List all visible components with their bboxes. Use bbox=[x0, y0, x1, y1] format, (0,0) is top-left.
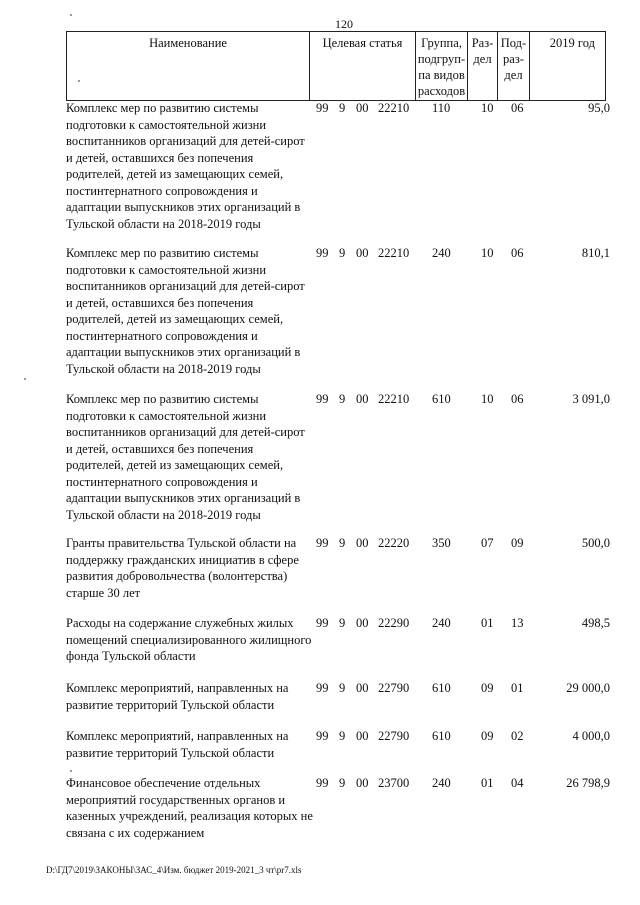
amount: 498,5 bbox=[581, 616, 610, 630]
header-subsection-cell bbox=[498, 32, 530, 100]
code-part: 22210 bbox=[378, 392, 410, 406]
header-target-article: Целевая статья bbox=[322, 36, 403, 50]
scan-speck bbox=[24, 378, 26, 380]
code-part: 00 bbox=[356, 729, 369, 743]
header-year: 2019 год bbox=[549, 36, 595, 50]
code-part: 9 bbox=[339, 246, 346, 260]
subsection-code: 06 bbox=[511, 392, 524, 406]
header-name: Наименование bbox=[149, 36, 227, 50]
page-number: 120 bbox=[335, 17, 353, 31]
row-name: Комплекс мероприятий, направленных на развитие территорий Тульской области bbox=[66, 729, 289, 760]
subsection-code: 09 bbox=[511, 536, 524, 550]
header-target-cell bbox=[310, 32, 416, 100]
subsection-code: 13 bbox=[511, 616, 524, 630]
expense-group: 350 bbox=[432, 536, 451, 550]
code-part: 9 bbox=[339, 681, 346, 695]
expense-group: 240 bbox=[432, 246, 451, 260]
header-section: Раз- дел bbox=[471, 36, 494, 66]
code-part: 99 bbox=[316, 101, 329, 115]
code-part: 99 bbox=[316, 392, 329, 406]
code-part: 00 bbox=[356, 681, 369, 695]
header-subsection: Под- раз- дел bbox=[500, 36, 527, 82]
section-code: 01 bbox=[481, 776, 494, 790]
code-part: 22790 bbox=[378, 681, 410, 695]
code-part: 99 bbox=[316, 536, 329, 550]
code-part: 00 bbox=[356, 392, 369, 406]
code-part: 22210 bbox=[378, 101, 410, 115]
code-part: 22220 bbox=[378, 536, 410, 550]
expense-group: 610 bbox=[432, 392, 451, 406]
section-code: 10 bbox=[481, 246, 494, 260]
code-part: 22790 bbox=[378, 729, 410, 743]
code-part: 00 bbox=[356, 616, 369, 630]
amount: 29 000,0 bbox=[566, 681, 610, 695]
section-code: 09 bbox=[481, 729, 494, 743]
header-section-cell bbox=[468, 32, 498, 100]
subsection-code: 01 bbox=[511, 681, 524, 695]
expense-group: 610 bbox=[432, 729, 451, 743]
amount: 26 798,9 bbox=[566, 776, 610, 790]
code-part: 9 bbox=[339, 729, 346, 743]
section-code: 09 bbox=[481, 681, 494, 695]
row-name: Комплекс мер по развитию системы подготовки к самостоятельной жизни воспитанников организаций для детей-сирот и детей, оставшихся без попечения родителей, детей из замещающих семей, постинтернатного сопровождения и адаптации выпускников этих организаций в Тульской области на 2018-2019 годы bbox=[66, 101, 305, 231]
code-part: 9 bbox=[339, 776, 346, 790]
header-name-cell bbox=[66, 32, 310, 100]
code-part: 9 bbox=[339, 616, 346, 630]
section-code: 10 bbox=[481, 101, 494, 115]
amount: 95,0 bbox=[588, 101, 610, 115]
row-name: Гранты правительства Тульской области на поддержку гражданских инициатив в сфере развития добровольчества (волонтерства) старше 30 лет bbox=[66, 536, 299, 600]
expense-group: 610 bbox=[432, 681, 451, 695]
code-part: 99 bbox=[316, 246, 329, 260]
row-name: Финансовое обеспечение отдельных мероприятий государственных органов и казенных учреждений, реализация которых не связана с их содержанием bbox=[66, 776, 313, 840]
code-part: 00 bbox=[356, 776, 369, 790]
code-part: 9 bbox=[339, 101, 346, 115]
code-part: 00 bbox=[356, 101, 369, 115]
expense-group: 110 bbox=[432, 101, 451, 115]
subsection-code: 02 bbox=[511, 729, 524, 743]
subsection-code: 06 bbox=[511, 101, 524, 115]
subsection-code: 06 bbox=[511, 246, 524, 260]
amount: 4 000,0 bbox=[572, 729, 610, 743]
header-expense-group: Группа, подгруп- па видов расходов bbox=[417, 36, 466, 98]
expense-group: 240 bbox=[432, 616, 451, 630]
section-code: 10 bbox=[481, 392, 494, 406]
code-part: 22210 bbox=[378, 246, 410, 260]
amount: 3 091,0 bbox=[572, 392, 610, 406]
code-part: 9 bbox=[339, 536, 346, 550]
expense-group: 240 bbox=[432, 776, 451, 790]
section-code: 01 bbox=[481, 616, 494, 630]
code-part: 00 bbox=[356, 246, 369, 260]
amount: 500,0 bbox=[581, 536, 610, 550]
table-header bbox=[66, 31, 606, 101]
row-name: Комплекс мер по развитию системы подготовки к самостоятельной жизни воспитанников организаций для детей-сирот и детей, оставшихся без попечения родителей, детей из замещающих семей, постинтернатного сопровождения и адаптации выпускников этих организаций в Тульской области на 2018-2019 годы bbox=[66, 246, 305, 376]
code-part: 00 bbox=[356, 536, 369, 550]
scan-speck bbox=[70, 14, 72, 16]
footer-file-path: D:\ГД7\2019\ЗАКОНЫ\ЗАС_4\Изм. бюджет 2019-2021_3 чт\pr7.xls bbox=[46, 865, 302, 875]
row-name: Расходы на содержание служебных жилых помещений специализированного жилищного фонда Тульской области bbox=[66, 616, 312, 663]
code-part: 99 bbox=[316, 616, 329, 630]
row-name: Комплекс мероприятий, направленных на развитие территорий Тульской области bbox=[66, 681, 289, 712]
section-code: 07 bbox=[481, 536, 494, 550]
subsection-code: 04 bbox=[511, 776, 524, 790]
code-part: 99 bbox=[316, 729, 329, 743]
amount: 810,1 bbox=[581, 246, 610, 260]
code-part: 99 bbox=[316, 776, 329, 790]
code-part: 9 bbox=[339, 392, 346, 406]
header-group-cell bbox=[416, 32, 468, 100]
code-part: 22290 bbox=[378, 616, 410, 630]
code-part: 23700 bbox=[378, 776, 410, 790]
row-name: Комплекс мер по развитию системы подготовки к самостоятельной жизни воспитанников организаций для детей-сирот и детей, оставшихся без попечения родителей, детей из замещающих семей, постинтернатного сопровождения и адаптации выпускников этих организаций в Тульской области на 2018-2019 годы bbox=[66, 392, 305, 522]
code-part: 99 bbox=[316, 681, 329, 695]
scan-speck bbox=[70, 770, 72, 772]
scan-speck bbox=[78, 80, 80, 82]
header-year-cell bbox=[530, 32, 606, 100]
